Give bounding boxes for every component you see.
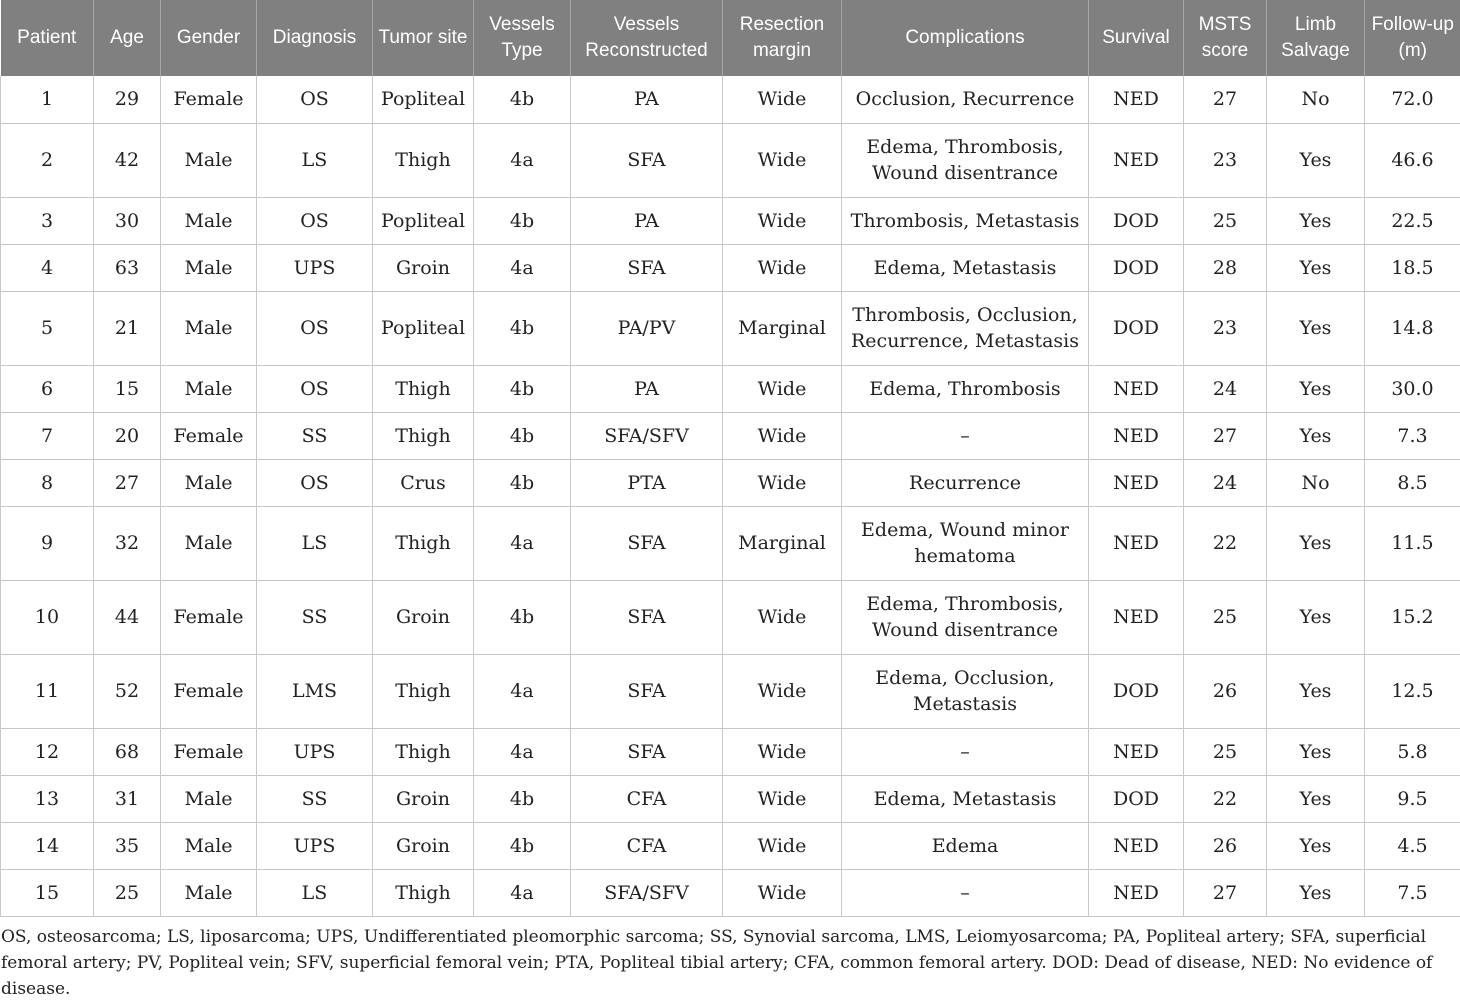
cell-follow-up: 7.5 <box>1365 869 1460 916</box>
cell-survival: NED <box>1089 580 1184 654</box>
cell-age: 15 <box>94 365 161 412</box>
cell-gender: Male <box>161 459 257 506</box>
table-row <box>1 365 1460 412</box>
cell-tumor-site: Popliteal <box>373 76 474 123</box>
cell-follow-up: 22.5 <box>1365 197 1460 244</box>
cell-msts-score: 23 <box>1184 291 1267 365</box>
cell-vessels-reconstructed: PA <box>571 76 723 123</box>
cell-resection-margin: Wide <box>723 654 842 728</box>
cell-msts-score: 26 <box>1184 822 1267 869</box>
header-tumor-site: Tumor site <box>373 0 474 76</box>
cell-resection-margin: Wide <box>723 123 842 197</box>
cell-msts-score: 26 <box>1184 654 1267 728</box>
cell-gender: Male <box>161 365 257 412</box>
cell-patient: 13 <box>1 775 94 822</box>
cell-limb-salvage: Yes <box>1267 775 1365 822</box>
cell-limb-salvage: Yes <box>1267 244 1365 291</box>
cell-resection-margin: Wide <box>723 869 842 916</box>
header-limb-salvage: Limb Salvage <box>1267 0 1365 76</box>
cell-patient: 10 <box>1 580 94 654</box>
cell-follow-up: 11.5 <box>1365 506 1460 580</box>
cell-complications: Thrombosis, Occlusion, Recurrence, Metastasis <box>842 291 1089 365</box>
cell-tumor-site: Groin <box>373 822 474 869</box>
cell-diagnosis: OS <box>257 76 373 123</box>
header-survival: Survival <box>1089 0 1184 76</box>
cell-resection-margin: Wide <box>723 459 842 506</box>
cell-vessels-type: 4b <box>474 412 571 459</box>
cell-age: 21 <box>94 291 161 365</box>
cell-resection-margin: Wide <box>723 412 842 459</box>
cell-age: 35 <box>94 822 161 869</box>
cell-diagnosis: OS <box>257 197 373 244</box>
cell-vessels-reconstructed: SFA <box>571 244 723 291</box>
cell-age: 63 <box>94 244 161 291</box>
cell-vessels-type: 4b <box>474 822 571 869</box>
cell-tumor-site: Groin <box>373 775 474 822</box>
cell-resection-margin: Wide <box>723 775 842 822</box>
cell-diagnosis: OS <box>257 459 373 506</box>
cell-msts-score: 27 <box>1184 76 1267 123</box>
cell-follow-up: 14.8 <box>1365 291 1460 365</box>
header-resection-margin: Resection margin <box>723 0 842 76</box>
cell-complications: – <box>842 869 1089 916</box>
cell-survival: NED <box>1089 822 1184 869</box>
cell-complications: – <box>842 728 1089 775</box>
cell-gender: Male <box>161 822 257 869</box>
cell-tumor-site: Crus <box>373 459 474 506</box>
cell-patient: 12 <box>1 728 94 775</box>
cell-complications: Thrombosis, Metastasis <box>842 197 1089 244</box>
cell-follow-up: 72.0 <box>1365 76 1460 123</box>
cell-vessels-reconstructed: SFA/SFV <box>571 412 723 459</box>
cell-follow-up: 18.5 <box>1365 244 1460 291</box>
cell-resection-margin: Wide <box>723 822 842 869</box>
cell-patient: 15 <box>1 869 94 916</box>
header-patient: Patient <box>1 0 94 76</box>
cell-tumor-site: Popliteal <box>373 197 474 244</box>
cell-resection-margin: Marginal <box>723 506 842 580</box>
cell-patient: 8 <box>1 459 94 506</box>
cell-limb-salvage: No <box>1267 76 1365 123</box>
cell-tumor-site: Popliteal <box>373 291 474 365</box>
cell-limb-salvage: Yes <box>1267 822 1365 869</box>
cell-follow-up: 15.2 <box>1365 580 1460 654</box>
cell-tumor-site: Thigh <box>373 869 474 916</box>
cell-complications: Edema <box>842 822 1089 869</box>
cell-survival: NED <box>1089 459 1184 506</box>
cell-diagnosis: OS <box>257 365 373 412</box>
table-row <box>1 775 1460 822</box>
cell-age: 32 <box>94 506 161 580</box>
header-diagnosis: Diagnosis <box>257 0 373 76</box>
cell-resection-margin: Wide <box>723 76 842 123</box>
cell-limb-salvage: Yes <box>1267 412 1365 459</box>
header-vessels-type: Vessels Type <box>474 0 571 76</box>
cell-complications: Edema, Metastasis <box>842 244 1089 291</box>
cell-gender: Male <box>161 506 257 580</box>
cell-msts-score: 27 <box>1184 869 1267 916</box>
cell-age: 20 <box>94 412 161 459</box>
cell-resection-margin: Wide <box>723 365 842 412</box>
header-complications: Complications <box>842 0 1089 76</box>
cell-vessels-type: 4b <box>474 365 571 412</box>
cell-follow-up: 46.6 <box>1365 123 1460 197</box>
cell-limb-salvage: Yes <box>1267 291 1365 365</box>
cell-patient: 3 <box>1 197 94 244</box>
table-row <box>1 123 1460 197</box>
cell-vessels-reconstructed: PA <box>571 197 723 244</box>
cell-gender: Male <box>161 775 257 822</box>
cell-survival: NED <box>1089 869 1184 916</box>
cell-patient: 11 <box>1 654 94 728</box>
cell-limb-salvage: Yes <box>1267 869 1365 916</box>
header-row <box>1 0 1460 76</box>
cell-vessels-reconstructed: PA <box>571 365 723 412</box>
cell-follow-up: 30.0 <box>1365 365 1460 412</box>
cell-survival: NED <box>1089 506 1184 580</box>
cell-patient: 9 <box>1 506 94 580</box>
cell-survival: DOD <box>1089 291 1184 365</box>
cell-limb-salvage: Yes <box>1267 365 1365 412</box>
table-row <box>1 506 1460 580</box>
header-gender: Gender <box>161 0 257 76</box>
cell-msts-score: 24 <box>1184 365 1267 412</box>
cell-age: 27 <box>94 459 161 506</box>
cell-diagnosis: SS <box>257 775 373 822</box>
cell-msts-score: 24 <box>1184 459 1267 506</box>
cell-patient: 4 <box>1 244 94 291</box>
cell-age: 42 <box>94 123 161 197</box>
cell-follow-up: 9.5 <box>1365 775 1460 822</box>
cell-age: 44 <box>94 580 161 654</box>
table-row <box>1 197 1460 244</box>
cell-age: 25 <box>94 869 161 916</box>
cell-patient: 14 <box>1 822 94 869</box>
cell-msts-score: 28 <box>1184 244 1267 291</box>
cell-msts-score: 25 <box>1184 580 1267 654</box>
cell-follow-up: 12.5 <box>1365 654 1460 728</box>
cell-limb-salvage: No <box>1267 459 1365 506</box>
cell-patient: 6 <box>1 365 94 412</box>
cell-age: 31 <box>94 775 161 822</box>
cell-vessels-reconstructed: SFA <box>571 728 723 775</box>
cell-complications: Edema, Thrombosis <box>842 365 1089 412</box>
cell-age: 30 <box>94 197 161 244</box>
table-footnote: OS, osteosarcoma; LS, liposarcoma; UPS, Undifferentiated pleomorphic sarcoma; SS, Synovial sarcoma, LMS, Leiomyosarcoma; PA, Popliteal artery; SFA, superficial femoral artery; PV, Popliteal vein; SFV, superficial femoral vein; PTA, Popliteal tibial artery; CFA, common femoral artery. DOD: Dead of disease, NED: No evidence of disease. <box>1 924 1457 1002</box>
cell-complications: – <box>842 412 1089 459</box>
cell-survival: NED <box>1089 76 1184 123</box>
table-row <box>1 244 1460 291</box>
cell-gender: Female <box>161 654 257 728</box>
table-row <box>1 291 1460 365</box>
cell-vessels-type: 4a <box>474 654 571 728</box>
header-age: Age <box>94 0 161 76</box>
cell-survival: NED <box>1089 412 1184 459</box>
cell-patient: 5 <box>1 291 94 365</box>
cell-vessels-reconstructed: SFA <box>571 506 723 580</box>
cell-tumor-site: Thigh <box>373 506 474 580</box>
cell-complications: Occlusion, Recurrence <box>842 76 1089 123</box>
cell-complications: Edema, Thrombosis, Wound disentrance <box>842 580 1089 654</box>
cell-diagnosis: LMS <box>257 654 373 728</box>
cell-limb-salvage: Yes <box>1267 197 1365 244</box>
cell-diagnosis: LS <box>257 123 373 197</box>
cell-vessels-reconstructed: SFA <box>571 123 723 197</box>
cell-gender: Female <box>161 412 257 459</box>
cell-complications: Edema, Thrombosis, Wound disentrance <box>842 123 1089 197</box>
cell-follow-up: 7.3 <box>1365 412 1460 459</box>
cell-vessels-type: 4a <box>474 244 571 291</box>
cell-limb-salvage: Yes <box>1267 123 1365 197</box>
table-row <box>1 654 1460 728</box>
cell-limb-salvage: Yes <box>1267 728 1365 775</box>
cell-vessels-type: 4b <box>474 580 571 654</box>
header-follow-up: Follow-up (m) <box>1365 0 1460 76</box>
cell-vessels-type: 4a <box>474 728 571 775</box>
table-row <box>1 822 1460 869</box>
cell-vessels-type: 4b <box>474 197 571 244</box>
cell-vessels-reconstructed: SFA <box>571 580 723 654</box>
cell-survival: DOD <box>1089 197 1184 244</box>
cell-limb-salvage: Yes <box>1267 506 1365 580</box>
cell-resection-margin: Wide <box>723 580 842 654</box>
cell-complications: Recurrence <box>842 459 1089 506</box>
cell-vessels-reconstructed: CFA <box>571 822 723 869</box>
cell-tumor-site: Thigh <box>373 728 474 775</box>
cell-vessels-type: 4b <box>474 76 571 123</box>
cell-survival: DOD <box>1089 244 1184 291</box>
table-row <box>1 412 1460 459</box>
cell-diagnosis: UPS <box>257 728 373 775</box>
cell-follow-up: 8.5 <box>1365 459 1460 506</box>
table-row <box>1 76 1460 123</box>
cell-tumor-site: Thigh <box>373 365 474 412</box>
cell-tumor-site: Groin <box>373 580 474 654</box>
cell-age: 29 <box>94 76 161 123</box>
cell-limb-salvage: Yes <box>1267 580 1365 654</box>
cell-msts-score: 25 <box>1184 728 1267 775</box>
header-msts-score: MSTS score <box>1184 0 1267 76</box>
cell-survival: NED <box>1089 123 1184 197</box>
cell-tumor-site: Thigh <box>373 123 474 197</box>
header-vessels-reconstructed: Vessels Reconstructed <box>571 0 723 76</box>
cell-gender: Female <box>161 580 257 654</box>
cell-patient: 7 <box>1 412 94 459</box>
cell-vessels-reconstructed: SFA <box>571 654 723 728</box>
cell-vessels-reconstructed: PTA <box>571 459 723 506</box>
cell-vessels-type: 4b <box>474 291 571 365</box>
cell-survival: DOD <box>1089 654 1184 728</box>
cell-age: 68 <box>94 728 161 775</box>
cell-tumor-site: Thigh <box>373 412 474 459</box>
cell-gender: Male <box>161 197 257 244</box>
cell-gender: Male <box>161 244 257 291</box>
cell-patient: 2 <box>1 123 94 197</box>
cell-survival: NED <box>1089 728 1184 775</box>
cell-resection-margin: Wide <box>723 197 842 244</box>
cell-msts-score: 27 <box>1184 412 1267 459</box>
cell-msts-score: 22 <box>1184 775 1267 822</box>
cell-tumor-site: Thigh <box>373 654 474 728</box>
cell-age: 52 <box>94 654 161 728</box>
cell-diagnosis: LS <box>257 869 373 916</box>
cell-vessels-type: 4b <box>474 775 571 822</box>
table-row <box>1 580 1460 654</box>
cell-gender: Male <box>161 291 257 365</box>
cell-complications: Edema, Wound minor hematoma <box>842 506 1089 580</box>
cell-diagnosis: LS <box>257 506 373 580</box>
cell-gender: Female <box>161 728 257 775</box>
cell-msts-score: 25 <box>1184 197 1267 244</box>
table-row <box>1 459 1460 506</box>
cell-diagnosis: UPS <box>257 822 373 869</box>
cell-gender: Male <box>161 869 257 916</box>
cell-complications: Edema, Occlusion, Metastasis <box>842 654 1089 728</box>
cell-survival: DOD <box>1089 775 1184 822</box>
cell-follow-up: 4.5 <box>1365 822 1460 869</box>
cell-gender: Female <box>161 76 257 123</box>
cell-patient: 1 <box>1 76 94 123</box>
table-header <box>1 0 1460 76</box>
cell-vessels-reconstructed: SFA/SFV <box>571 869 723 916</box>
cell-vessels-type: 4b <box>474 459 571 506</box>
cell-limb-salvage: Yes <box>1267 654 1365 728</box>
cell-msts-score: 22 <box>1184 506 1267 580</box>
cell-msts-score: 23 <box>1184 123 1267 197</box>
cell-diagnosis: UPS <box>257 244 373 291</box>
cell-survival: NED <box>1089 365 1184 412</box>
cell-vessels-reconstructed: PA/PV <box>571 291 723 365</box>
table-body <box>1 76 1460 916</box>
cell-vessels-type: 4a <box>474 506 571 580</box>
cell-complications: Edema, Metastasis <box>842 775 1089 822</box>
table-row <box>1 869 1460 916</box>
table-row <box>1 728 1460 775</box>
cell-follow-up: 5.8 <box>1365 728 1460 775</box>
cell-tumor-site: Groin <box>373 244 474 291</box>
cell-vessels-type: 4a <box>474 869 571 916</box>
cell-vessels-reconstructed: CFA <box>571 775 723 822</box>
cell-vessels-type: 4a <box>474 123 571 197</box>
cell-resection-margin: Wide <box>723 728 842 775</box>
cell-diagnosis: SS <box>257 580 373 654</box>
cell-resection-margin: Wide <box>723 244 842 291</box>
cell-diagnosis: SS <box>257 412 373 459</box>
cell-resection-margin: Marginal <box>723 291 842 365</box>
cell-diagnosis: OS <box>257 291 373 365</box>
cell-gender: Male <box>161 123 257 197</box>
